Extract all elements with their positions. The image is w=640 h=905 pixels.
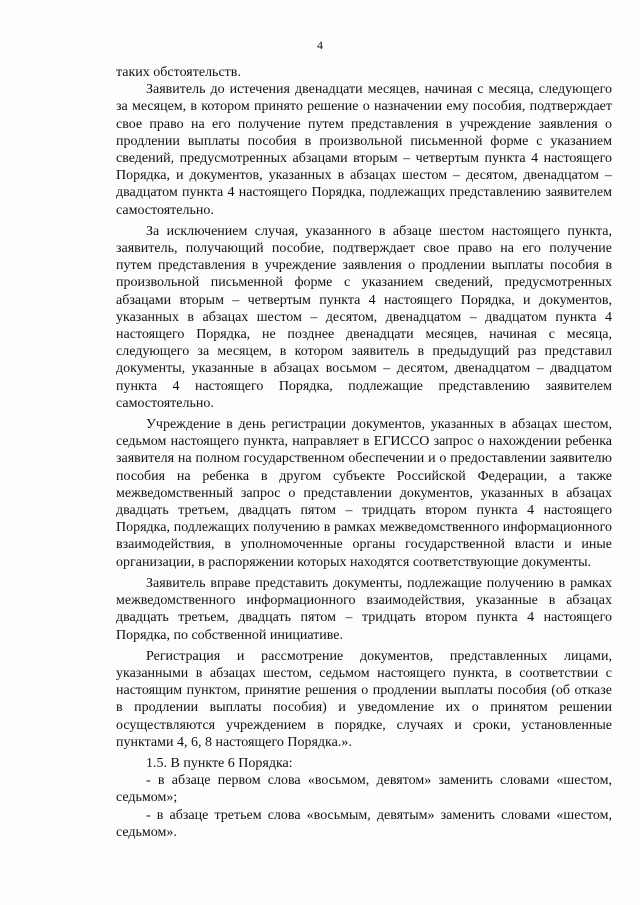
paragraph-continuation: таких обстоятельств. [116,65,241,80]
paragraph-registration-review: Регистрация и рассмотрение документов, представленных лицами, указанными в абзацах шестом, седьмом настоящего пункта, в соответствии с настоящим пунктом, принятие решения о продлении выплаты пособия (об отказе в продлении выплаты пособия) и уведомление их о принятом решении осуществляются учреждением в порядке, случаях и сроки, установленные пунктами 4, 6, 8 настоящего Порядка.». [116,648,612,750]
paragraph-institution-request: Учреждение в день регистрации документов, указанных в абзацах шестом, седьмом настоящего пункта, направляет в ЕГИССО запрос о нахождении ребенка заявителя на полном государственном обеспечении и о предоставлении заявителю пособия на ребенка в другом субъекте Российской Федерации, а также межведомственный запрос о представлении документов, указанных в абзацах двадцать третьем, двадцать пятом – тридцать втором пункта 4 настоящего Порядка, подлежащих получению в рамках межведомственного информационного взаимодействия, в уполномоченные органы государственной власти и иные организации, в распоряжении которых находятся соответствующие документы. [116,417,612,570]
document-body [116,64,612,841]
paragraph-exception-case: За исключением случая, указанного в абзаце шестом настоящего пункта, заявитель, получающий пособие, подтверждает свое право на его получение путем представления в учреждение заявления о продлении выплаты пособия в произвольной письменной форме с указанием сведений, предусмотренных абзацами вторым – четвертым пункта 4 настоящего Порядка, и документов, указанных в абзацах шестом – десятом, двенадцатом – двадцатом пункта 4 настоящего Порядка, не позднее двенадцати месяцев, начиная с месяца, следующего за месяцем, в котором заявитель в предыдущий раз представил документы, указанные в абзацах восьмом – десятом, двенадцатом – двадцатом пункта 4 настоящего Порядка, подлежащие представлению заявителем самостоятельно. [116,223,612,411]
section-heading-1-5: 1.5. В пункте 6 Порядка: [146,755,293,771]
paragraph-own-initiative: Заявитель вправе представить документы, подлежащие получению в рамках межведомственного информационного взаимодействия, указанные в абзацах двадцать третьем, двадцать пятом – тридцать втором пункта 4 настоящего Порядка, по собственной инициативе. [116,575,612,643]
page-number: 4 [317,38,323,52]
list-item-third-paragraph: - в абзаце третьем слова «восьмым, девятым» заменить словами «шестом, седьмом». [116,807,612,840]
paragraph-reapplication-term: Заявитель до истечения двенадцати месяцев, начиная с месяца, следующего за месяцем, в котором принято решение о назначении ему пособия, подтверждает свое право на его получение путем представления в учреждение заявления о продлении выплаты пособия в произвольной письменной форме с указанием сведений, предусмотренных абзацами вторым – четвертым пункта 4 настоящего Порядка, и документов, указанных в абзацах шестом – десятом, двенадцатом – двадцатом пункта 4 настоящего Порядка, подлежащих представлению заявителем самостоятельно. [116,82,612,218]
list-item-first-paragraph: - в абзаце первом слова «восьмом, девятом» заменить словами «шестом, седьмом»; [116,773,612,806]
